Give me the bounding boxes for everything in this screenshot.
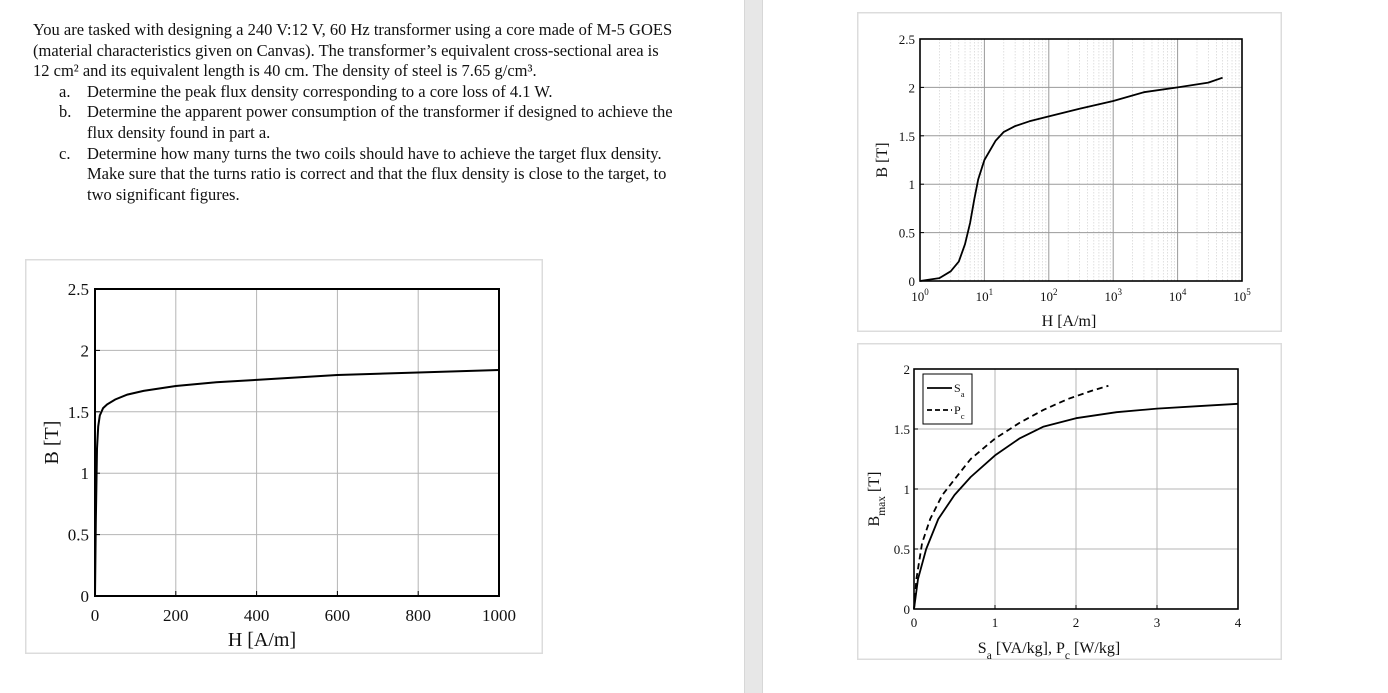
x-tick-base: 10: [1168, 289, 1182, 304]
y-tick-label: 1: [908, 177, 915, 193]
y-tick-label: 0: [903, 602, 910, 617]
x-tick-exponent: 2: [1053, 287, 1058, 297]
x-tick-label: 2: [1072, 615, 1080, 630]
y-tick-label: 2: [908, 80, 915, 96]
bmax-vs-loss-chart: [857, 343, 1282, 660]
x-axis-label: H [A/m]: [227, 629, 297, 651]
y-tick-label: 0.5: [893, 542, 910, 557]
x-tick-label: 4: [1234, 615, 1242, 630]
problem-item-c: [59, 143, 673, 206]
bh-curve-log-chart: [857, 12, 1282, 332]
y-axis-label-part: B: [866, 515, 883, 527]
bh-curve-linear-chart: [25, 259, 543, 654]
x-axis-label-part: a: [986, 650, 992, 660]
plot-area: [920, 39, 1242, 281]
item-label: c.: [59, 143, 71, 163]
y-tick-label: 1: [903, 482, 910, 497]
problem-items: [33, 82, 673, 206]
y-axis-label-part: max: [876, 495, 888, 516]
x-axis-label-part: c: [1064, 650, 1070, 660]
page-divider: [744, 0, 763, 693]
y-tick-label: 0.5: [898, 225, 915, 241]
x-axis-label-part: [VA/kg], P: [991, 640, 1065, 657]
x-tick-exponent: 4: [1181, 287, 1187, 297]
x-tick-exponent: 1: [988, 287, 994, 297]
x-tick-label: 0: [910, 615, 918, 630]
x-tick-label: 600: [324, 606, 351, 625]
x-tick-label: 400: [243, 606, 270, 625]
problem-item-b: [59, 102, 673, 143]
x-axis-label: H [A/m]: [1041, 313, 1097, 330]
item-label: a.: [59, 81, 71, 101]
plot-area: [95, 289, 499, 596]
legend-label-pc-part: P: [954, 403, 961, 417]
x-tick-label: 1000: [482, 606, 516, 625]
y-axis-label-part: [T]: [866, 471, 883, 496]
y-tick-label: 2.5: [898, 32, 915, 47]
y-tick-label: 0: [80, 587, 89, 606]
x-axis-label-part: S: [977, 640, 987, 657]
item-text: Determine how many turns the two coils should have to achieve the target flux density. Make sure that the turns ratio is correct and that the flux density is close to the target, to two significant figures.: [87, 143, 667, 204]
problem-statement: [33, 20, 673, 205]
legend-label-sa-part: S: [954, 381, 961, 395]
item-label: b.: [59, 102, 72, 122]
y-tick-label: 1: [80, 464, 89, 484]
legend-label-sa-part: a: [960, 389, 965, 399]
legend-box: [923, 374, 972, 424]
x-tick-base: 10: [1233, 289, 1247, 304]
x-tick-label: 800: [405, 606, 431, 625]
y-tick-label: 0: [908, 274, 915, 289]
y-axis-label: B [T]: [874, 142, 891, 178]
y-tick-label: 0.5: [67, 525, 89, 545]
x-tick-exponent: 5: [1246, 287, 1251, 297]
y-tick-label: 1.5: [898, 128, 915, 144]
problem-intro: You are tasked with designing a 240 V:12 V, 60 Hz transformer using a core made of M-5 GOES (material characteristics given on Canvas). The transformer’s equivalent cross-sectional area is 12 cm² and its equivalent length is 40 cm. The density of steel is 7.65 g/cm³.: [33, 20, 673, 81]
y-tick-label: 2: [903, 362, 910, 377]
legend-label-pc-part: c: [960, 411, 965, 421]
x-tick-label: 200: [163, 606, 189, 625]
y-axis-label: B [T]: [41, 420, 63, 465]
x-tick-base: 10: [1040, 289, 1054, 304]
x-tick-base: 10: [1104, 289, 1118, 304]
problem-item-a: [59, 81, 673, 103]
item-text: Determine the peak flux density corresponding to a core loss of 4.1 W.: [87, 81, 553, 101]
x-tick-exponent: 3: [1117, 287, 1122, 297]
x-axis-label-part: [W/kg]: [1070, 640, 1121, 657]
x-tick-label: 1: [991, 615, 999, 630]
y-tick-label: 1.5: [893, 422, 910, 437]
x-tick-base: 10: [911, 289, 925, 304]
x-tick-label: 3: [1153, 615, 1161, 630]
x-tick-exponent: 0: [924, 287, 929, 297]
x-tick-base: 10: [975, 289, 989, 304]
y-tick-label: 1.5: [67, 402, 89, 422]
y-tick-label: 2: [80, 341, 89, 361]
item-text: Determine the apparent power consumption of the transformer if designed to achieve the flux density found in part a.: [87, 102, 673, 142]
y-tick-label: 2.5: [67, 280, 89, 299]
x-tick-label: 0: [90, 606, 100, 625]
